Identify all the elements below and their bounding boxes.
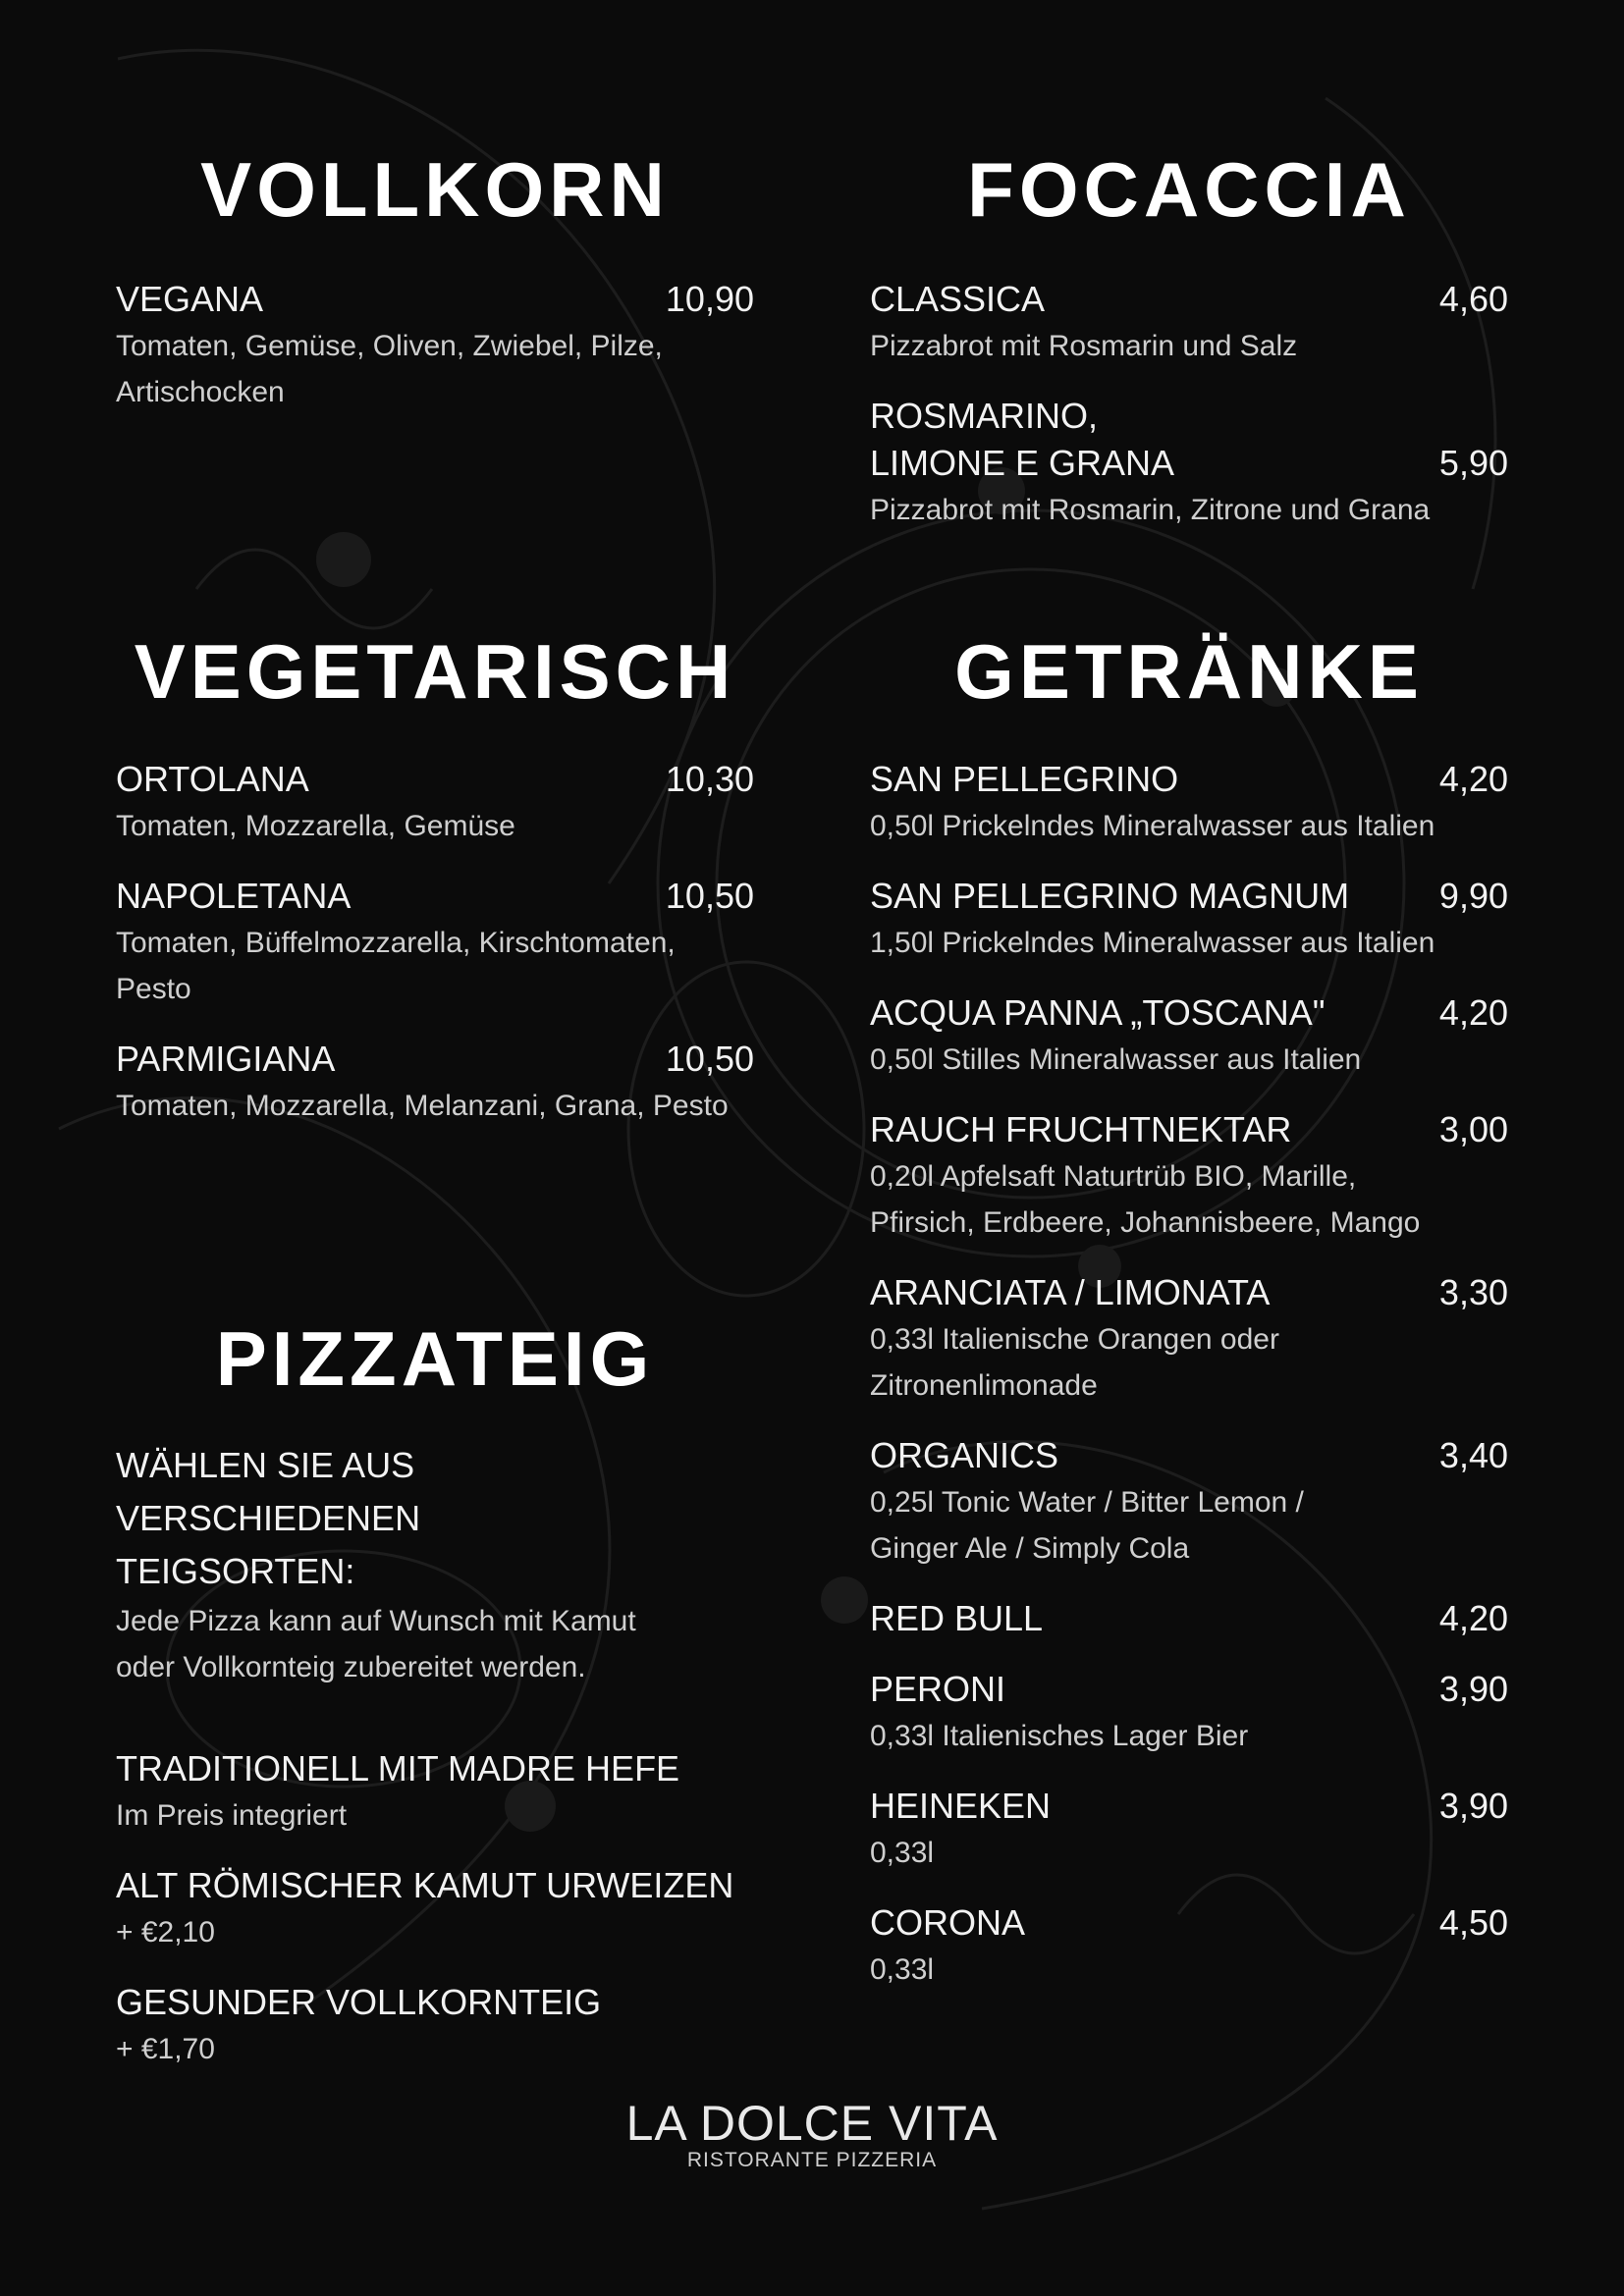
menu-item-rosmarino	[870, 393, 1508, 533]
item-name: ORGANICS	[870, 1435, 1059, 1475]
section-title-getraenke: GETRÄNKE	[954, 628, 1424, 715]
item-price: 4,20	[1438, 992, 1508, 1033]
section-getraenke	[870, 756, 1508, 2016]
item-description: 1,50l Prickelndes Mineralwasser aus Italien	[870, 927, 1435, 959]
item-description: 0,50l Prickelndes Mineralwasser aus Italien	[870, 810, 1435, 842]
section-vegetarisch	[116, 756, 754, 1152]
item-name: RED BULL	[870, 1598, 1044, 1638]
section-title-vegetarisch: VEGETARISCH	[134, 628, 736, 715]
item-description: 0,20l Apfelsaft Naturtrüb BIO, Marille, Pfirsich, Erdbeere, Johannisbeere, Mango	[870, 1160, 1421, 1239]
brand-name: LA DOLCE VITA	[625, 2096, 999, 2151]
section-title-pizzateig: PIZZATEIG	[215, 1315, 655, 1402]
item-name: PERONI	[870, 1669, 1006, 1709]
item-name: SAN PELLEGRINO	[870, 759, 1179, 799]
item-price: 4,60	[1438, 279, 1508, 319]
drink-item	[870, 1106, 1508, 1246]
item-price: 5,90	[1438, 443, 1508, 483]
item-price: 10,50	[665, 876, 754, 916]
drink-item	[870, 1595, 1508, 1642]
dough-option-traditionell	[116, 1745, 754, 1839]
intro-title: WÄHLEN SIE AUS VERSCHIEDENEN TEIGSORTEN:	[116, 1445, 421, 1591]
item-description: 0,33l Italienische Orangen oder Zitronenlimonade	[870, 1323, 1279, 1402]
item-description: 0,33l	[870, 1837, 935, 1869]
item-name: SAN PELLEGRINO MAGNUM	[870, 876, 1350, 916]
item-price: 3,40	[1438, 1435, 1508, 1475]
drink-item	[870, 1269, 1508, 1409]
item-name: HEINEKEN	[870, 1786, 1052, 1826]
menu-item-vegana	[116, 276, 754, 415]
brand-logo	[0, 2097, 1624, 2171]
item-name: NAPOLETANA	[116, 876, 352, 916]
item-name: ALT RÖMISCHER KAMUT URWEIZEN	[116, 1865, 734, 1905]
section-title-focaccia: FOCACCIA	[967, 146, 1411, 233]
item-description: + €2,10	[116, 1916, 215, 1949]
drink-item	[870, 873, 1508, 966]
section-pizzateig	[116, 1439, 754, 2096]
item-description: Tomaten, Büffelmozzarella, Kirschtomaten, Pesto	[116, 927, 676, 1005]
item-description: Pizzabrot mit Rosmarin, Zitrone und Grana	[870, 494, 1431, 526]
dough-option-kamut	[116, 1862, 754, 1955]
menu-item-parmigiana	[116, 1036, 754, 1129]
item-description: 0,50l Stilles Mineralwasser aus Italien	[870, 1043, 1362, 1076]
item-description: Im Preis integriert	[116, 1799, 348, 1832]
pizzateig-intro	[116, 1439, 754, 1690]
item-description: + €1,70	[116, 2033, 215, 2065]
item-name: GESUNDER VOLLKORNTEIG	[116, 1982, 602, 2022]
item-description: 0,33l Italienisches Lager Bier	[870, 1720, 1249, 1752]
item-name: ORTOLANA	[116, 759, 309, 799]
item-price: 10,30	[665, 759, 754, 799]
item-description: Tomaten, Gemüse, Oliven, Zwiebel, Pilze, Artischocken	[116, 330, 663, 408]
section-title-vollkorn: VOLLKORN	[200, 146, 670, 233]
intro-text: Jede Pizza kann auf Wunsch mit Kamut oder Vollkornteig zubereitet werden.	[116, 1605, 636, 1683]
item-price: 10,90	[665, 279, 754, 319]
item-description: Pizzabrot mit Rosmarin und Salz	[870, 330, 1298, 362]
item-name: LIMONE E GRANA	[870, 443, 1175, 483]
dough-option-vollkorn	[116, 1979, 754, 2072]
item-name: PARMIGIANA	[116, 1039, 336, 1079]
item-name: VEGANA	[116, 279, 264, 319]
item-name: ACQUA PANNA „TOSCANA"	[870, 992, 1326, 1033]
item-price: 4,20	[1438, 759, 1508, 799]
item-name: TRADITIONELL MIT MADRE HEFE	[116, 1748, 680, 1789]
drink-item	[870, 1666, 1508, 1759]
item-price: 10,50	[665, 1039, 754, 1079]
menu-item-classica	[870, 276, 1508, 369]
drink-item	[870, 756, 1508, 849]
item-name: CLASSICA	[870, 279, 1046, 319]
section-focaccia	[870, 276, 1508, 557]
item-name: CORONA	[870, 1902, 1026, 1943]
item-name: ARANCIATA / LIMONATA	[870, 1272, 1271, 1312]
drink-item	[870, 1783, 1508, 1876]
section-vollkorn	[116, 276, 754, 439]
item-name-line1: ROSMARINO,	[870, 396, 1099, 436]
drink-item	[870, 1432, 1508, 1572]
item-description: 0,25l Tonic Water / Bitter Lemon / Ginger Ale / Simply Cola	[870, 1486, 1304, 1565]
item-description: Tomaten, Mozzarella, Gemüse	[116, 810, 515, 842]
item-description: Tomaten, Mozzarella, Melanzani, Grana, Pesto	[116, 1090, 729, 1122]
item-price: 3,00	[1438, 1109, 1508, 1149]
item-name: RAUCH FRUCHTNEKTAR	[870, 1109, 1292, 1149]
drink-item	[870, 1899, 1508, 1993]
menu-item-ortolana	[116, 756, 754, 849]
item-description: 0,33l	[870, 1953, 935, 1986]
item-price: 4,20	[1438, 1598, 1508, 1638]
brand-subtitle: RISTORANTE PIZZERIA	[686, 2149, 938, 2171]
item-price: 9,90	[1438, 876, 1508, 916]
menu-item-napoletana	[116, 873, 754, 1012]
item-price: 3,90	[1438, 1786, 1508, 1826]
item-price: 4,50	[1438, 1902, 1508, 1943]
item-price: 3,30	[1438, 1272, 1508, 1312]
drink-item	[870, 989, 1508, 1083]
item-price: 3,90	[1438, 1669, 1508, 1709]
